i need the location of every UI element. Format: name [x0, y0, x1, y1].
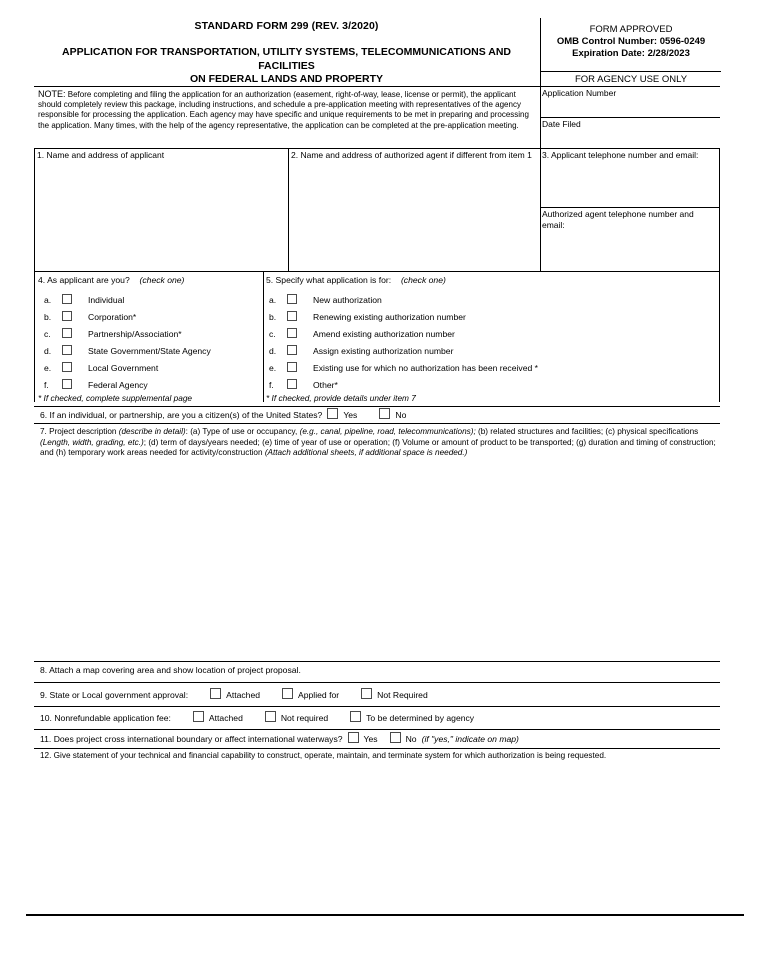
omb-expiration-date: Expiration Date: 2/28/2023 [572, 48, 690, 59]
item5-option-c-label: Amend existing authorization number [313, 329, 455, 339]
item5-option-d-label: Assign existing authorization number [313, 346, 454, 356]
item5-option-c-letter: c. [269, 329, 276, 339]
item4-option-e-label: Local Government [88, 363, 159, 373]
item1-value[interactable] [37, 163, 283, 267]
item7-label [40, 427, 716, 459]
note-label: NOTE: [38, 89, 66, 99]
item3-agent-label: Authorized agent telephone number and email: [542, 209, 694, 230]
item5-option-f-letter: f. [269, 380, 274, 390]
item9-label: 9. State or Local government approval: [40, 690, 189, 700]
item5-option-a-checkbox[interactable] [287, 294, 297, 304]
item11-yes-checkbox[interactable] [348, 732, 359, 743]
item11-no-checkbox[interactable] [390, 732, 401, 743]
rule-note-top [34, 86, 540, 87]
item4-option-b-letter: b. [44, 312, 52, 322]
rule-item6-top [34, 406, 720, 407]
item5-option-d[interactable] [269, 345, 453, 357]
item4-label: 4. As applicant are you? [38, 275, 130, 285]
item6-yes-checkbox[interactable] [327, 408, 338, 419]
item4-option-f[interactable] [44, 379, 148, 391]
item10-not-required-label: Not required [280, 713, 329, 723]
item4-option-f-checkbox[interactable] [62, 379, 72, 389]
item9-row [40, 688, 428, 701]
rule-item10-top [34, 706, 720, 707]
page-bottom-rule [26, 914, 744, 916]
item5-option-e[interactable] [269, 362, 538, 374]
form-approved-label: FORM APPROVED [589, 24, 673, 35]
item5-option-c-checkbox[interactable] [287, 328, 297, 338]
item4-option-a[interactable] [44, 294, 124, 306]
item2-item3-divider [540, 148, 541, 271]
item4-option-a-label: Individual [88, 295, 125, 305]
rule-item7-top [34, 423, 720, 424]
item4-footnote: * If checked, complete supplemental page [38, 393, 193, 403]
note-text: Before completing and filing the application for an authorization (easement, right-of-way, lease, license or permit), the applicant should completely review this package, including instructions, and schedule a pre-application meeting with representatives of the agency responsible for processing the application. Each agency may have specific and unique requirements to be met in preparing and processing the application. Many times, with the help of the agency representative, the application can be completed at the pre-application meeting. [38, 90, 529, 130]
item6-label: 6. If an individual, or partnership, are you a citizen(s) of the United States? [40, 410, 323, 420]
item5-option-f-checkbox[interactable] [287, 379, 297, 389]
rule-item9-top [34, 682, 720, 683]
rule-item12-top [34, 748, 720, 749]
item4-hint: (check one) [139, 275, 185, 285]
form-title-line2: ON FEDERAL LANDS AND PROPERTY [189, 73, 384, 85]
item5-hint: (check one) [400, 275, 446, 285]
rule-agency-appnum-top [540, 86, 720, 87]
item10-attached-checkbox[interactable] [193, 711, 204, 722]
rule-item11-top [34, 729, 720, 730]
omb-control-number: OMB Control Number: 0596-0249 [556, 36, 706, 47]
application-number-label: Application Number [542, 88, 617, 98]
item12-value[interactable] [40, 776, 716, 906]
items45-left-border [34, 271, 35, 402]
item5-option-b-label: Renewing existing authorization number [313, 312, 466, 322]
item7-label-italic: (describe in detail) [118, 427, 186, 436]
item4-header [38, 274, 184, 286]
item4-item5-divider [263, 271, 264, 402]
item7-value[interactable] [40, 482, 716, 658]
item11-yes-label: Yes [363, 734, 378, 744]
item4-option-d[interactable] [44, 345, 211, 357]
item5-option-a[interactable] [269, 294, 382, 306]
item5-option-d-letter: d. [269, 346, 277, 356]
item6-no-checkbox[interactable] [379, 408, 390, 419]
item12-label: 12. Give statement of your technical and financial capability to construct, operate, maintain, and terminate system for which authorization is being requested. [40, 751, 607, 760]
item3-value[interactable] [542, 176, 714, 206]
item4-option-d-letter: d. [44, 346, 52, 356]
item10-tbd-label: To be determined by agency [366, 713, 475, 723]
item4-option-c-letter: c. [44, 329, 51, 339]
item9-applied-for-checkbox[interactable] [282, 688, 293, 699]
items123-left-border [34, 148, 35, 271]
item5-option-d-checkbox[interactable] [287, 345, 297, 355]
item4-option-f-label: Federal Agency [88, 380, 148, 390]
items45-right-border [719, 271, 720, 402]
item10-label: 10. Nonrefundable application fee: [40, 713, 171, 723]
item10-not-required-checkbox[interactable] [265, 711, 276, 722]
form-header-left [34, 18, 539, 87]
application-number-value[interactable] [542, 99, 718, 115]
item4-option-e-letter: e. [44, 363, 52, 373]
rule-item8-top [34, 661, 720, 662]
rule-items45-top [34, 271, 720, 272]
item5-option-b-checkbox[interactable] [287, 311, 297, 321]
item9-not-required-label: Not Required [377, 690, 428, 700]
item6-yes-label: Yes [343, 410, 358, 420]
item5-option-b[interactable] [269, 311, 466, 323]
item5-option-b-letter: b. [269, 312, 277, 322]
item5-label: 5. Specify what application is for: [266, 275, 392, 285]
item6-row [40, 408, 406, 421]
form-title-line1: APPLICATION FOR TRANSPORTATION, UTILITY SYSTEMS, TELECOMMUNICATIONS AND FACILITIES [62, 46, 511, 72]
item11-no-label: No [405, 734, 417, 744]
item4-option-d-checkbox[interactable] [62, 345, 72, 355]
item2-label: 2. Name and address of authorized agent if different from item 1 [291, 150, 532, 160]
agency-col-divider-mid [540, 86, 541, 148]
rule-items123-top [34, 148, 720, 149]
item4-option-a-checkbox[interactable] [62, 294, 72, 304]
item10-row [40, 711, 474, 724]
item9-not-required-checkbox[interactable] [361, 688, 372, 699]
item3-label: 3. Applicant telephone number and email: [542, 150, 699, 160]
item2-value[interactable] [291, 176, 537, 268]
rule-agent-phone-top [540, 207, 720, 208]
item5-header [266, 274, 446, 286]
item4-option-e-checkbox[interactable] [62, 362, 72, 372]
agency-col-divider-top [540, 18, 541, 86]
item4-option-b-label: Corporation* [88, 312, 137, 322]
item5-option-f[interactable] [269, 379, 338, 391]
item4-option-e[interactable] [44, 362, 158, 374]
form-number: STANDARD FORM 299 (REV. 3/2020) [194, 20, 379, 32]
rule-agency-datefiled-top [540, 117, 720, 118]
item9-attached-checkbox[interactable] [210, 688, 221, 699]
agency-use-only-header: FOR AGENCY USE ONLY [540, 71, 721, 87]
items123-right-border [719, 148, 720, 271]
date-filed-label: Date Filed [542, 119, 581, 129]
item8-label: 8. Attach a map covering area and show location of project proposal. [40, 665, 301, 675]
item5-option-f-label: Other* [313, 380, 338, 390]
item3-agent-value[interactable] [542, 234, 714, 266]
item4-option-c[interactable] [44, 328, 182, 340]
item1-label: 1. Name and address of applicant [37, 150, 165, 160]
item4-option-c-checkbox[interactable] [62, 328, 72, 338]
note-block [38, 89, 538, 131]
item4-option-b-checkbox[interactable] [62, 311, 72, 321]
item9-applied-for-label: Applied for [298, 690, 340, 700]
item4-option-c-label: Partnership/Association* [88, 329, 182, 339]
item5-option-e-letter: e. [269, 363, 277, 373]
item4-option-b[interactable] [44, 311, 136, 323]
item5-option-c[interactable] [269, 328, 455, 340]
item6-no-label: No [395, 410, 407, 420]
item4-option-d-label: State Government/State Agency [88, 346, 211, 356]
item5-option-e-label: Existing use for which no authorization has been received * [313, 363, 539, 373]
item4-option-a-letter: a. [44, 295, 52, 305]
item10-attached-label: Attached [208, 713, 243, 723]
item5-option-a-letter: a. [269, 295, 277, 305]
item7-label-prefix: 7. Project description [40, 427, 117, 436]
form-approved-block [540, 18, 721, 71]
item4-option-f-letter: f. [44, 380, 49, 390]
item10-tbd-checkbox[interactable] [350, 711, 361, 722]
item1-item2-divider [288, 148, 289, 271]
item8-row [40, 664, 301, 676]
item5-footnote: * If checked, provide details under item 7 [266, 393, 416, 403]
item9-attached-label: Attached [226, 690, 261, 700]
item5-option-e-checkbox[interactable] [287, 362, 297, 372]
item11-no-hint: (if "yes," indicate on map) [421, 734, 519, 744]
item11-row [40, 732, 519, 745]
item7-body: : (a) Type of use or occupancy, (e.g., canal, pipeline, road, telecommunications); (b) related structures and facilities; (c) physical specifications (Length, width, grading, etc.); (d) term of days/years needed; (e) time of year of use or operation; (f) Volume or amount of product to be transported; (g) duration and timing of construction; and (h) temporary work areas needed for activity/construction (Attach additional sheets, if additional space is needed.) [40, 427, 716, 458]
item11-label: 11. Does project cross international boundary or affect international waterways? [40, 734, 343, 744]
item5-option-a-label: New authorization [313, 295, 382, 305]
